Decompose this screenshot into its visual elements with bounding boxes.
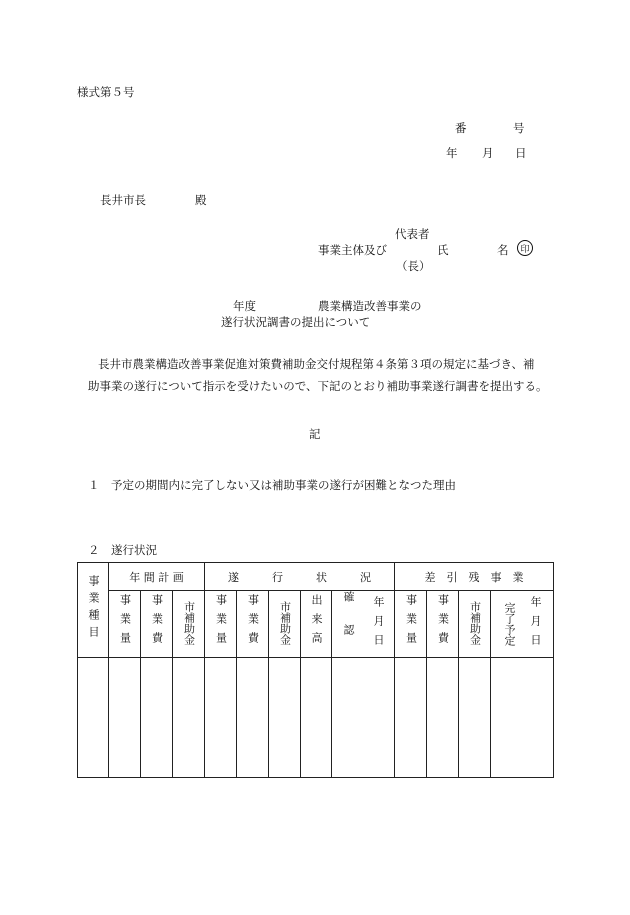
cell-plan-hojokin[interactable]: [173, 658, 205, 778]
header-progress: 遂 行 状 況: [205, 563, 395, 591]
cell-plan-jigyoryo[interactable]: [109, 658, 141, 778]
table-row: [78, 658, 554, 778]
sub-rem-jigyohi: 事業費: [427, 591, 459, 658]
body-line-1: 長井市農業構造改善事業促進対策費補助金交付規程第４条第３項の規定に基づき、補: [98, 357, 535, 371]
sub-prog-hojokin: 市補助金: [269, 591, 301, 658]
sub-rem-kanryo-date: [491, 591, 554, 658]
applicant-mei: 名: [497, 243, 509, 257]
applicant-shi: 氏: [437, 243, 449, 257]
sub-plan-jigyoryo: 事業量: [109, 591, 141, 658]
sub-prog-jigyohi: 事業費: [237, 591, 269, 658]
representative-label: 代表者: [395, 227, 430, 241]
cell-prog-dekidaka[interactable]: [301, 658, 332, 778]
sub-prog-jigyoryo: 事業量: [205, 591, 237, 658]
cell-rem-jigyoryo[interactable]: [395, 658, 427, 778]
header-remaining: 差 引 残 事 業: [395, 563, 554, 591]
kakunin-label: 確認: [342, 591, 355, 657]
header-annual-plan: 年 間 計 画: [109, 563, 205, 591]
subject-project: 農業構造改善事業の: [318, 299, 422, 313]
addressee-dono: 殿: [195, 193, 207, 207]
cell-rem-jigyohi[interactable]: [427, 658, 459, 778]
cell-rem-kanryo-date[interactable]: [491, 658, 554, 778]
kanryo-date-label: 年月日: [529, 595, 543, 653]
sub-rem-hojokin: 市補助金: [459, 591, 491, 658]
date-tsuki: 月: [482, 146, 494, 160]
col-jigyo-shumoku: 事業種目: [78, 563, 109, 658]
sub-rem-jigyoryo: 事業量: [395, 591, 427, 658]
sub-prog-dekidaka: 出来高: [301, 591, 332, 658]
subject-title: 遂行状況調書の提出について: [221, 315, 371, 329]
ref-go: 号: [513, 121, 525, 135]
ref-ban: 番: [455, 121, 467, 135]
cell-prog-jigyoryo[interactable]: [205, 658, 237, 778]
applicant-line: 事業主体及び: [318, 243, 387, 257]
kanryo-label: 完了予定: [503, 602, 517, 646]
cell-shumoku[interactable]: [78, 658, 109, 778]
item-2: ２ 遂行状況: [88, 543, 157, 557]
cell-rem-hojokin[interactable]: [459, 658, 491, 778]
form-number: 様式第５号: [77, 85, 135, 99]
cell-prog-jigyohi[interactable]: [237, 658, 269, 778]
ki-heading: 記: [309, 427, 321, 441]
applicant-cho: （長）: [396, 259, 431, 273]
cell-prog-hojokin[interactable]: [269, 658, 301, 778]
body-line-2: 助事業の遂行について指示を受けたいので、下記のとおり補助事業遂行調書を提出する。: [88, 379, 548, 393]
seal-mark: [517, 240, 533, 256]
progress-table: [77, 562, 554, 778]
kakunin-date-label: 年月日: [372, 595, 385, 653]
item-1: １ 予定の期間内に完了しない又は補助事業の遂行が困難となつた理由: [88, 478, 456, 492]
sub-plan-jigyohi: 事業費: [141, 591, 173, 658]
cell-plan-jigyohi[interactable]: [141, 658, 173, 778]
date-nen: 年: [446, 146, 458, 160]
subject-year: 年度: [233, 299, 256, 313]
addressee-title: 長井市長: [100, 193, 146, 207]
sub-plan-hojokin: 市補助金: [173, 591, 205, 658]
seal-label: 印: [520, 244, 530, 255]
date-hi: 日: [515, 146, 527, 160]
sub-prog-kakunin-date: [332, 591, 395, 658]
cell-prog-kakunin-date[interactable]: [332, 658, 395, 778]
